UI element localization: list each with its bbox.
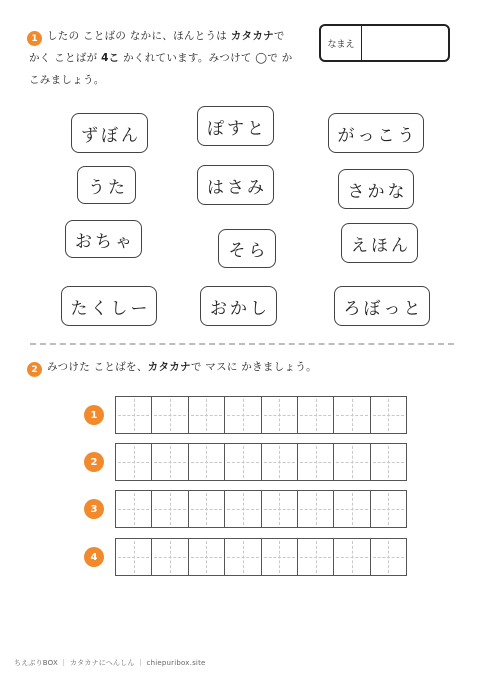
- grid-cell[interactable]: [189, 444, 225, 480]
- grid-cell[interactable]: [262, 444, 298, 480]
- word-card[interactable]: さかな: [338, 169, 414, 209]
- grid-cell[interactable]: [189, 491, 225, 527]
- grid-cell[interactable]: [334, 539, 370, 575]
- grid-cell[interactable]: [262, 397, 298, 433]
- word-card[interactable]: おちゃ: [65, 220, 142, 258]
- word-card[interactable]: ずぼん: [71, 113, 148, 153]
- word-card[interactable]: がっこう: [328, 113, 424, 153]
- answer-grid-row[interactable]: [115, 396, 407, 434]
- word-card[interactable]: ろぼっと: [334, 286, 430, 326]
- grid-cell[interactable]: [334, 491, 370, 527]
- grid-cell[interactable]: [371, 491, 406, 527]
- grid-cell[interactable]: [225, 397, 261, 433]
- grid-cell[interactable]: [298, 539, 334, 575]
- section-2-instruction: みつけた ことばを、カタカナで マスに かきましょう。: [47, 361, 317, 373]
- instruction-line-3: こみましょう。: [29, 74, 105, 86]
- answer-grid-row[interactable]: [115, 443, 407, 481]
- answer-row-badge: 1: [84, 405, 104, 425]
- word-card[interactable]: はさみ: [197, 165, 274, 205]
- answer-row-badge: 3: [84, 499, 104, 519]
- footer-credit: ちえぶりBOX ｜ カタカナにへんしん ｜ chiepuribox.site: [14, 659, 206, 667]
- section-1-badge: 1: [27, 31, 42, 46]
- word-card[interactable]: たくしー: [61, 286, 157, 326]
- word-card[interactable]: おかし: [200, 286, 277, 326]
- word-card[interactable]: ぽすと: [197, 106, 274, 146]
- grid-cell[interactable]: [298, 444, 334, 480]
- grid-cell[interactable]: [152, 491, 188, 527]
- grid-cell[interactable]: [225, 491, 261, 527]
- grid-cell[interactable]: [262, 539, 298, 575]
- answer-row-badge: 2: [84, 452, 104, 472]
- grid-cell[interactable]: [334, 397, 370, 433]
- grid-cell[interactable]: [371, 444, 406, 480]
- grid-cell[interactable]: [371, 539, 406, 575]
- grid-cell[interactable]: [116, 491, 152, 527]
- grid-cell[interactable]: [152, 397, 188, 433]
- grid-cell[interactable]: [189, 539, 225, 575]
- answer-grid-row[interactable]: [115, 538, 407, 576]
- answer-grid-row[interactable]: [115, 490, 407, 528]
- word-card[interactable]: えほん: [341, 223, 418, 263]
- grid-cell[interactable]: [225, 539, 261, 575]
- grid-cell[interactable]: [116, 444, 152, 480]
- answer-row-badge: 4: [84, 547, 104, 567]
- grid-cell[interactable]: [116, 539, 152, 575]
- grid-cell[interactable]: [152, 539, 188, 575]
- word-card[interactable]: そら: [218, 229, 276, 268]
- section-divider: [30, 343, 454, 345]
- name-label: なまえ: [321, 26, 362, 60]
- grid-cell[interactable]: [152, 444, 188, 480]
- instruction-line-1: したの ことばの なかに、ほんとうは カタカナで: [47, 30, 285, 42]
- grid-cell[interactable]: [334, 444, 370, 480]
- grid-cell[interactable]: [262, 491, 298, 527]
- grid-cell[interactable]: [298, 397, 334, 433]
- word-card[interactable]: うた: [77, 166, 136, 204]
- instruction-line-2: かく ことばが 4こ かくれています。みつけて ◯で か: [29, 52, 293, 64]
- grid-cell[interactable]: [189, 397, 225, 433]
- section-2-badge: 2: [27, 362, 42, 377]
- grid-cell[interactable]: [225, 444, 261, 480]
- grid-cell[interactable]: [298, 491, 334, 527]
- grid-cell[interactable]: [116, 397, 152, 433]
- section-1-instruction: [29, 25, 317, 91]
- name-box[interactable]: [319, 24, 450, 62]
- grid-cell[interactable]: [371, 397, 406, 433]
